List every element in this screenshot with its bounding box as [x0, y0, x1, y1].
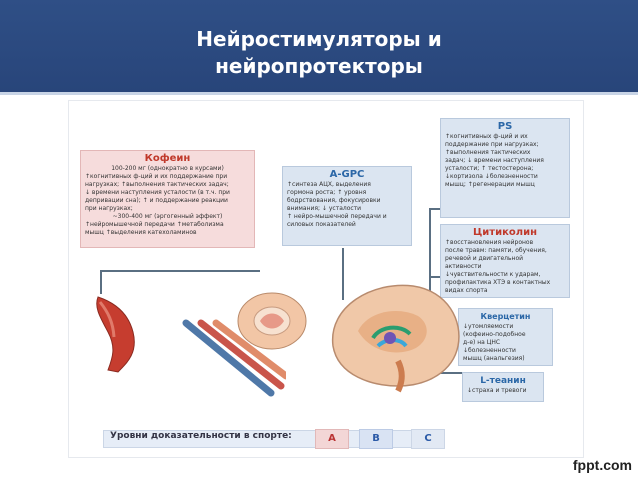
citicoline-title: Цитиколин — [473, 227, 537, 238]
ps-line: мышц; ↑регенерации мышц — [445, 181, 535, 188]
agpc-line: бодрствования, фокусировки — [287, 197, 381, 204]
brain-illustration — [318, 276, 468, 396]
citicoline-line: профилактика ХТЭ в контактных — [445, 279, 551, 286]
agpc-box — [282, 166, 412, 246]
ps-text — [441, 133, 569, 189]
slide-title: Нейростимуляторы и нейропротекторы — [196, 27, 442, 78]
quercetin-line: д-е) на ЦНС — [463, 339, 501, 346]
arm-muscle-illustration — [88, 292, 148, 377]
caffeine-title: Кофеин — [144, 153, 191, 164]
caffeine-line: при нагрузках; — [85, 205, 133, 212]
evidence-level-label: Уровни доказательности в спорте: — [110, 431, 292, 441]
agpc-line: ↑ нейро-мышечной передачи и — [287, 213, 387, 220]
quercetin-line: мышц (анальгезия) — [463, 355, 525, 362]
quercetin-line: (кофеино-подобное — [463, 331, 526, 338]
citicoline-line: видах спорта — [445, 287, 488, 294]
evidence-level-c: C — [411, 429, 445, 449]
fppt-watermark: fppt.com — [572, 457, 632, 473]
quercetin-line: ↓утомляемости — [463, 323, 514, 330]
connector-caffeine — [100, 270, 102, 294]
quercetin-text — [459, 323, 552, 363]
caffeine-line: 100-200 мг (однократно в курсами) — [111, 165, 224, 172]
header-divider — [0, 92, 638, 95]
ps-line: усталости; ↑ тестостерона; — [445, 165, 534, 172]
ltheanine-title: L-теанин — [480, 376, 526, 386]
agpc-text — [283, 181, 411, 229]
evidence-level-b: B — [359, 429, 393, 449]
agpc-line: внимания; ↓ усталости — [287, 205, 362, 212]
caffeine-line: нагрузках; ↑выполнения тактических задач; — [85, 181, 229, 188]
ltheanine-line: ↓страха и тревоги — [467, 387, 527, 394]
nerve-fibers-illustration — [176, 318, 286, 398]
citicoline-line: после травм: памяти, обучения, — [445, 247, 547, 254]
caffeine-line: мышц ↑выделения катехоламинов — [85, 229, 197, 236]
caffeine-line: ↑когнитивных ф-ций и их поддержание при — [85, 173, 228, 180]
caffeine-box — [80, 150, 255, 248]
citicoline-line: речевой и двигательной — [445, 255, 524, 262]
caffeine-text — [81, 165, 254, 237]
evidence-level-a: A — [315, 429, 349, 449]
ps-line: ↑когнитивных ф-ций и их — [445, 133, 528, 140]
caffeine-line: депривации сна); ↑ и поддержание реакции — [85, 197, 228, 204]
ps-line: ↓кортизола ↓болезненности — [445, 173, 538, 180]
ps-line: поддержание при нагрузках; — [445, 141, 539, 148]
ps-line: ↑выполнения тактических — [445, 149, 531, 156]
ltheanine-box — [462, 372, 544, 402]
agpc-line: силовых показателей — [287, 221, 356, 228]
citicoline-line: ↓чувствительности к ударам, — [445, 271, 541, 278]
connector-caffeine-h — [100, 270, 260, 272]
ps-title: PS — [497, 121, 513, 132]
citicoline-line: ↑восстановления нейронов — [445, 239, 534, 246]
caffeine-line: ↑нейромышечной передачи ↑метаболизма — [85, 221, 224, 228]
quercetin-title: Кверцетин — [480, 312, 531, 321]
ps-box — [440, 118, 570, 218]
ps-line: задач; ↓ времени наступления — [445, 157, 544, 164]
quercetin-line: ↓болезненности — [463, 347, 516, 354]
agpc-title: A-GPC — [329, 169, 365, 180]
caffeine-line: ↓ времени наступления усталости (в т.ч. при — [85, 189, 230, 196]
agpc-line: гормона роста; ↑ уровня — [287, 189, 367, 196]
caffeine-line: ~300-400 мг (эргогенный эффект) — [112, 213, 223, 220]
ltheanine-text — [463, 387, 543, 395]
quercetin-box — [458, 308, 553, 366]
citicoline-line: активности — [445, 263, 482, 270]
agpc-line: ↑синтеза АЦХ, выделения — [287, 181, 371, 188]
